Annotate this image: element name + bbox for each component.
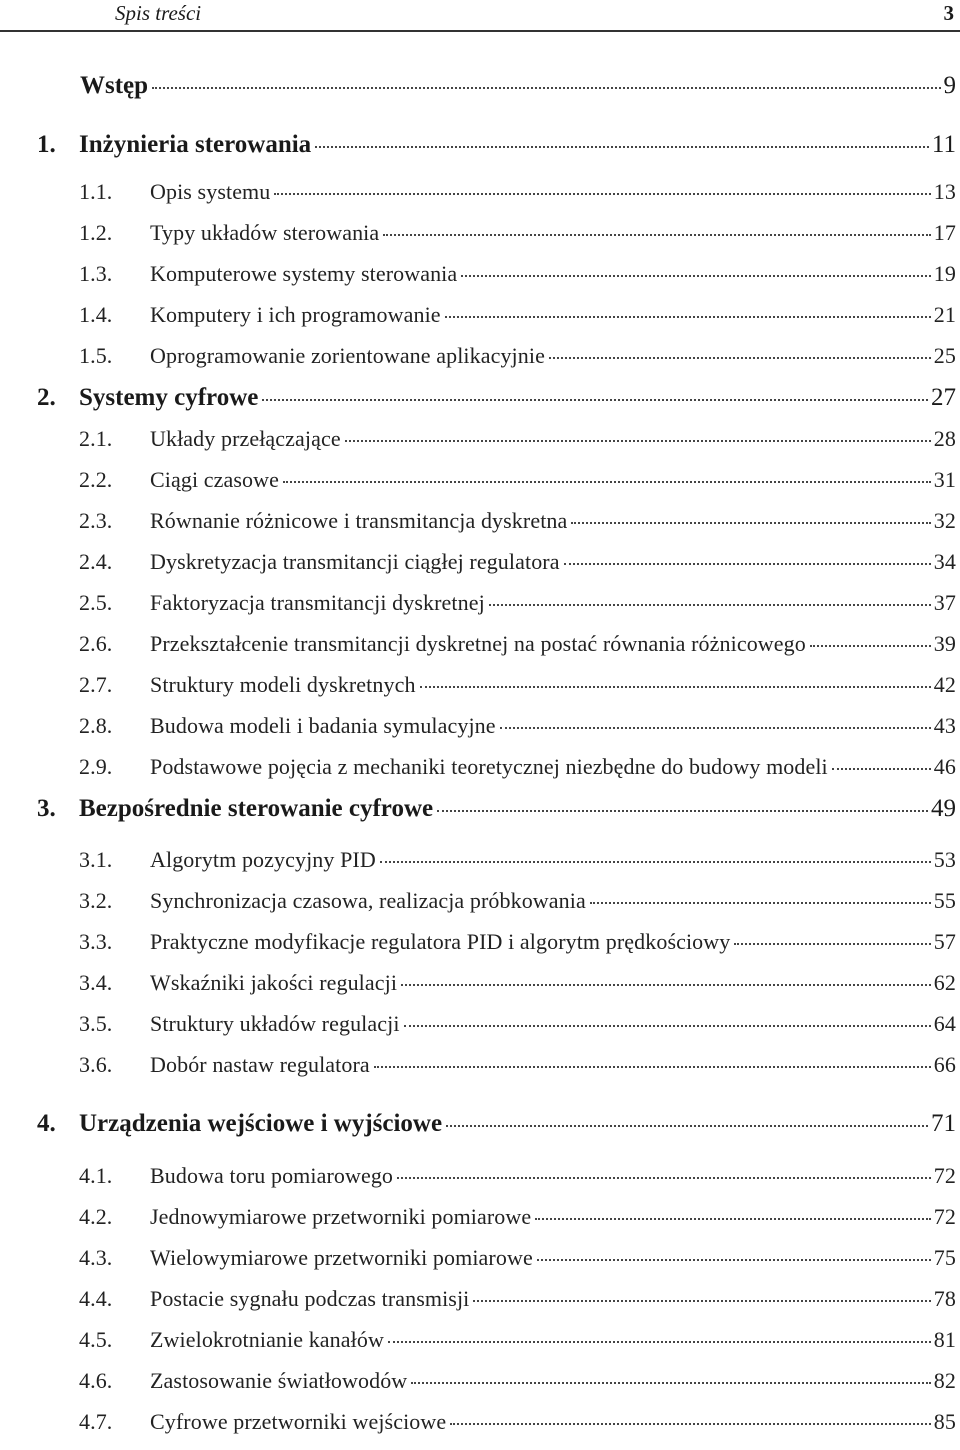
toc-section-entry[interactable] <box>0 178 960 208</box>
toc-entry-number: 4.3. <box>79 1245 113 1270</box>
toc-entry-title: Wielowymiarowe przetworniki pomiarowe <box>150 1245 533 1270</box>
toc-entry-page: 43 <box>933 713 956 738</box>
toc-entry-number: 1.4. <box>79 302 113 327</box>
toc-entry-number: 1.5. <box>79 343 113 368</box>
toc-section-entry[interactable] <box>0 507 960 537</box>
toc-entry-page: 72 <box>933 1204 956 1229</box>
toc-entry-number: 2.9. <box>79 754 113 779</box>
toc-section-entry[interactable] <box>0 1203 960 1233</box>
toc-entry-number: 2.6. <box>79 631 113 656</box>
toc-section-entry[interactable] <box>0 887 960 917</box>
toc-entry-title: Ciągi czasowe <box>150 467 279 492</box>
toc-entry-title: Oprogramowanie zorientowane aplikacyjnie <box>150 343 545 368</box>
toc-entry-page: 81 <box>933 1327 956 1352</box>
dot-leader <box>473 1299 930 1302</box>
toc-entry-page: 46 <box>933 754 956 779</box>
toc-section-entry[interactable] <box>0 425 960 455</box>
dot-leader <box>437 809 928 812</box>
toc-entry-page: 72 <box>933 1163 956 1188</box>
toc-entry-page: 19 <box>933 261 956 286</box>
toc-entry-page: 82 <box>933 1368 956 1393</box>
dot-leader <box>500 726 931 729</box>
dot-leader <box>383 233 931 236</box>
dot-leader <box>262 398 928 401</box>
toc-entry-page: 42 <box>933 672 956 697</box>
toc-section-entry[interactable] <box>0 1244 960 1274</box>
toc-entry-page: 64 <box>933 1011 956 1036</box>
toc-section-entry[interactable] <box>0 630 960 660</box>
toc-entry-page: 57 <box>933 929 956 954</box>
toc-entry-title: Bezpośrednie sterowanie cyfrowe <box>79 795 434 822</box>
dot-leader <box>401 983 931 986</box>
toc-chapter-entry[interactable] <box>0 72 960 102</box>
toc-entry-title: Struktury modeli dyskretnych <box>150 672 416 697</box>
toc-entry-number: 3.4. <box>79 970 113 995</box>
toc-section-entry[interactable] <box>0 1367 960 1397</box>
dot-leader <box>283 480 931 483</box>
dot-leader <box>734 942 930 945</box>
toc-entry-page: 28 <box>933 426 956 451</box>
toc-section-entry[interactable] <box>0 219 960 249</box>
toc-chapter-entry[interactable] <box>0 384 960 414</box>
toc-entry-page: 11 <box>931 131 956 158</box>
toc-entry-number: 3.5. <box>79 1011 113 1036</box>
toc-entry-number: 2.2. <box>79 467 113 492</box>
toc-entry-title: Inżynieria sterowania <box>79 131 312 158</box>
toc-entry-page: 9 <box>943 72 956 99</box>
toc-entry-title: Budowa modeli i badania symulacyjne <box>150 713 496 738</box>
toc-entry-page: 34 <box>933 549 956 574</box>
toc-entry-number: 1.2. <box>79 220 113 245</box>
toc-entry-title: Praktyczne modyfikacje regulatora PID i algorytm prędkościowy <box>150 929 731 954</box>
dot-leader <box>388 1340 931 1343</box>
running-title: Spis treści <box>115 1 202 25</box>
toc-entry-number: 3.1. <box>79 847 113 872</box>
toc-section-entry[interactable] <box>0 1285 960 1315</box>
toc-entry-title: Zastosowanie światłowodów <box>150 1368 408 1393</box>
toc-section-entry[interactable] <box>0 342 960 372</box>
toc-entry-page: 55 <box>933 888 956 913</box>
toc-entry-title: Urządzenia wejściowe i wyjściowe <box>79 1110 443 1137</box>
toc-entry-page: 85 <box>933 1409 956 1434</box>
toc-entry-page: 13 <box>933 179 956 204</box>
dot-leader <box>590 901 931 904</box>
toc-entry-number: 2. <box>37 384 56 411</box>
toc-entry-title: Komputery i ich programowanie <box>150 302 441 327</box>
toc-section-entry[interactable] <box>0 1051 960 1081</box>
toc-section-entry[interactable] <box>0 753 960 783</box>
toc-entry-title: Faktoryzacja transmitancji dyskretnej <box>150 590 485 615</box>
toc-entry-page: 49 <box>931 795 956 822</box>
toc-entry-page: 25 <box>933 343 956 368</box>
toc-section-entry[interactable] <box>0 1162 960 1192</box>
toc-entry-number: 3. <box>37 795 56 822</box>
toc-entry-number: 4.6. <box>79 1368 113 1393</box>
toc-entry-page: 53 <box>933 847 956 872</box>
toc-chapter-entry[interactable] <box>0 795 960 825</box>
toc-entry-page: 27 <box>931 384 956 411</box>
toc-entry-number: 3.2. <box>79 888 113 913</box>
toc-entry-number: 4.4. <box>79 1286 113 1311</box>
toc-entry-title: Opis systemu <box>150 179 271 204</box>
toc-entry-number: 2.7. <box>79 672 113 697</box>
toc-entry-number: 4. <box>37 1110 56 1137</box>
dot-leader <box>571 521 930 524</box>
toc-chapter-entry[interactable] <box>0 131 960 161</box>
toc-section-entry[interactable] <box>0 1010 960 1040</box>
toc-entry-title: Komputerowe systemy sterowania <box>150 261 458 286</box>
dot-leader <box>420 685 931 688</box>
dot-leader <box>810 644 931 647</box>
dot-leader <box>374 1065 931 1068</box>
toc-entry-page: 62 <box>933 970 956 995</box>
toc-section-entry[interactable] <box>0 1408 960 1438</box>
toc-entry-page: 71 <box>931 1110 956 1137</box>
toc-entry-title: Systemy cyfrowe <box>79 384 259 411</box>
dot-leader <box>446 1124 928 1127</box>
toc-entry-number: 2.3. <box>79 508 113 533</box>
toc-entry-number: 4.5. <box>79 1327 113 1352</box>
toc-chapter-entry[interactable] <box>0 1110 960 1140</box>
toc-entry-title: Układy przełączające <box>150 426 341 451</box>
toc-section-entry[interactable] <box>0 969 960 999</box>
page-number: 3 <box>943 1 954 25</box>
dot-leader <box>397 1176 931 1179</box>
toc-entry-title: Budowa toru pomiarowego <box>150 1163 394 1188</box>
toc-section-entry[interactable] <box>0 671 960 701</box>
dot-leader <box>832 767 931 770</box>
dot-leader <box>489 603 931 606</box>
toc-entry-title: Struktury układów regulacji <box>150 1011 400 1036</box>
toc-entry-title: Postacie sygnału podczas transmisji <box>150 1286 470 1311</box>
toc-entry-number: 1.1. <box>79 179 113 204</box>
dot-leader <box>380 860 931 863</box>
toc-entry-title: Przekształcenie transmitancji dyskretnej na postać równania różnicowego <box>150 631 806 656</box>
toc-entry-title: Cyfrowe przetworniki wejściowe <box>150 1409 447 1434</box>
dot-leader <box>549 356 931 359</box>
toc-entry-title: Równanie różnicowe i transmitancja dyskretna <box>150 508 568 533</box>
toc-section-entry[interactable] <box>0 301 960 331</box>
dot-leader <box>535 1217 931 1220</box>
toc-entry-number: 2.1. <box>79 426 113 451</box>
toc-section-entry[interactable] <box>0 548 960 578</box>
toc-entry-number: 2.5. <box>79 590 113 615</box>
dot-leader <box>274 192 930 195</box>
toc-entry-page: 37 <box>933 590 956 615</box>
toc-entry-title: Wskaźniki jakości regulacji <box>150 970 398 995</box>
toc-entry-number: 1. <box>37 131 56 158</box>
toc-entry-title: Typy układów sterowania <box>150 220 380 245</box>
toc-section-entry[interactable] <box>0 846 960 876</box>
toc-entry-number: 4.1. <box>79 1163 113 1188</box>
dot-leader <box>445 315 931 318</box>
toc-entry-title: Jednowymiarowe przetworniki pomiarowe <box>150 1204 532 1229</box>
dot-leader <box>461 274 931 277</box>
toc-section-entry[interactable] <box>0 260 960 290</box>
toc-entry-title: Podstawowe pojęcia z mechaniki teoretycznej niezbędne do budowy modeli <box>150 754 828 779</box>
toc-entry-title: Synchronizacja czasowa, realizacja próbkowania <box>150 888 586 913</box>
dot-leader <box>315 145 929 148</box>
toc-entry-title: Algorytm pozycyjny PID <box>150 847 376 872</box>
toc-entry-title: Dobór nastaw regulatora <box>150 1052 370 1077</box>
toc-section-entry[interactable] <box>0 712 960 742</box>
dot-leader <box>450 1422 931 1425</box>
toc-section-entry[interactable] <box>0 928 960 958</box>
toc-entry-number: 1.3. <box>79 261 113 286</box>
page-header <box>0 0 960 32</box>
toc-entry-title: Wstęp <box>80 72 149 99</box>
toc-entry-title: Zwielokrotnianie kanałów <box>150 1327 384 1352</box>
toc-entry-number: 4.2. <box>79 1204 113 1229</box>
toc-entry-number: 2.8. <box>79 713 113 738</box>
toc-entry-page: 21 <box>933 302 956 327</box>
toc-entry-number: 4.7. <box>79 1409 113 1434</box>
toc-entry-page: 39 <box>933 631 956 656</box>
toc-entry-number: 3.3. <box>79 929 113 954</box>
toc-section-entry[interactable] <box>0 1326 960 1356</box>
toc-entry-title: Dyskretyzacja transmitancji ciągłej regulatora <box>150 549 560 574</box>
toc-entry-page: 75 <box>933 1245 956 1270</box>
toc-entry-number: 3.6. <box>79 1052 113 1077</box>
toc-section-entry[interactable] <box>0 466 960 496</box>
dot-leader <box>537 1258 931 1261</box>
toc-entry-number: 2.4. <box>79 549 113 574</box>
dot-leader <box>411 1381 931 1384</box>
toc-entry-page: 31 <box>933 467 956 492</box>
toc-entry-page: 78 <box>933 1286 956 1311</box>
toc-entry-page: 17 <box>933 220 956 245</box>
toc-entry-page: 32 <box>933 508 956 533</box>
dot-leader <box>345 439 931 442</box>
dot-leader <box>564 562 931 565</box>
dot-leader <box>152 86 940 89</box>
toc-section-entry[interactable] <box>0 589 960 619</box>
dot-leader <box>404 1024 931 1027</box>
toc-entry-page: 66 <box>933 1052 956 1077</box>
